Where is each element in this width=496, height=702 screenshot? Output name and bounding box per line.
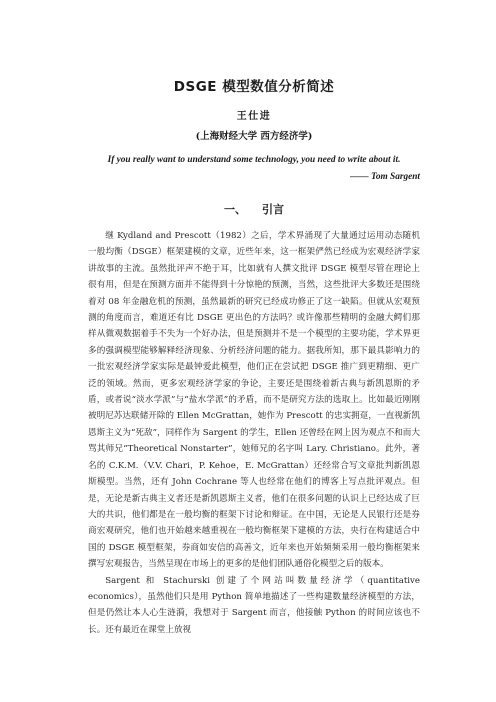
author-name: 王仕进 bbox=[236, 111, 272, 122]
section-title: 引言 bbox=[262, 203, 284, 216]
body-paragraph: Sargent 和 Stachurski 创建了个网站叫数量经济学（quantitative economics），虽然他们只是用 Python 简单地描述了一些构建数量经济模型的方法，但是仍然让本人心生涟漪，我想对于 Sargent 而言，他接触 Python 的时间应该也不长。还有最近在课堂上放视 bbox=[88, 575, 420, 635]
author-affiliation: (上海财经大学 西方经济学) bbox=[195, 131, 313, 142]
document-title: DSGE 模型数值分析简述 bbox=[173, 79, 335, 95]
section-heading bbox=[88, 203, 420, 217]
body-paragraph: 继 Kydland and Prescott（1982）之后，学术界涌现了大量通过运用动态随机一般均衡（DSGE）框架建模的文章，近些年来，这一框架俨然已经成为宏观经济学家讲故事的主流。虽然批评声不绝于耳，比如就有人撰文批评 DSGE 模型尽管在理论上很有用，但是在预测方面并不能得到十分惊艳的预测，当然，这些批评大多数还是围绕着对 08 年金融危机的预测，虽然最新的研究已经成功修正了这一缺陷。但就从宏观预测的角度而言，难道还有比 DSGE 更出色的方法吗？或许像那些精明的金融大鳄们那样从微观数据着手不失为一个好办法，但是预测并不是一个模型的主要功能，学术界更多的强调模型能够解释经济现象、分析经济问题的能力。据我所知，那下最具影响力的一批宏观经济学家实际是最钟爱此模型，他们正在尝试把 DSGE 推广到更精细、更广泛的领域。然而，更多宏观经济学家的争论，主要还是围绕着新古典与新凯恩斯的矛盾，或者说“淡水学派”与“盐水学派”的矛盾，而不是研究方法的选取上。比如最近刚刚被明尼苏达联储开除的 Ellen McGrattan，她作为 Prescott 的忠实拥趸，一直视新凯恩斯主义为“死敌”，同样作为 Sargent 的学生，Ellen 还曾经在网上因为观点不和而大骂其师兄“Theoretical Nonstarter”，她师兄的名字叫 Lary. Christiano。此外，著名的 C.K.M.（V.V. Chari，P. Kehoe，E. McGrattan）还经常合写文章批判新凯恩斯模型。当然，还有 John Cochrane 等人也经常在他们的博客上写点批评观点。但是，无论是新古典主义者还是新凯恩斯主义者，他们在很多问题的认识上已经达成了巨大的共识，他们都是在一般均衡的框架下讨论和辩证。在中国，无论是人民银行还是券商宏观研究，他们也开始越来越重视在一般均衡框架下建模的方法，央行在构建适合中国的 DSGE 模型框架，券商如安信的高善文，近年来也开始频频采用一般均衡框架来撰写宏观报告，当然呈现在市场上的更多的是他们团队通俗化模型之后的版本。 bbox=[88, 231, 420, 570]
section-number: 一、 bbox=[224, 203, 246, 216]
epigraph-attribution: —— Tom Sargent bbox=[350, 172, 420, 182]
epigraph-quote: If you really want to understand some technology, you need to write about it. bbox=[107, 155, 401, 165]
